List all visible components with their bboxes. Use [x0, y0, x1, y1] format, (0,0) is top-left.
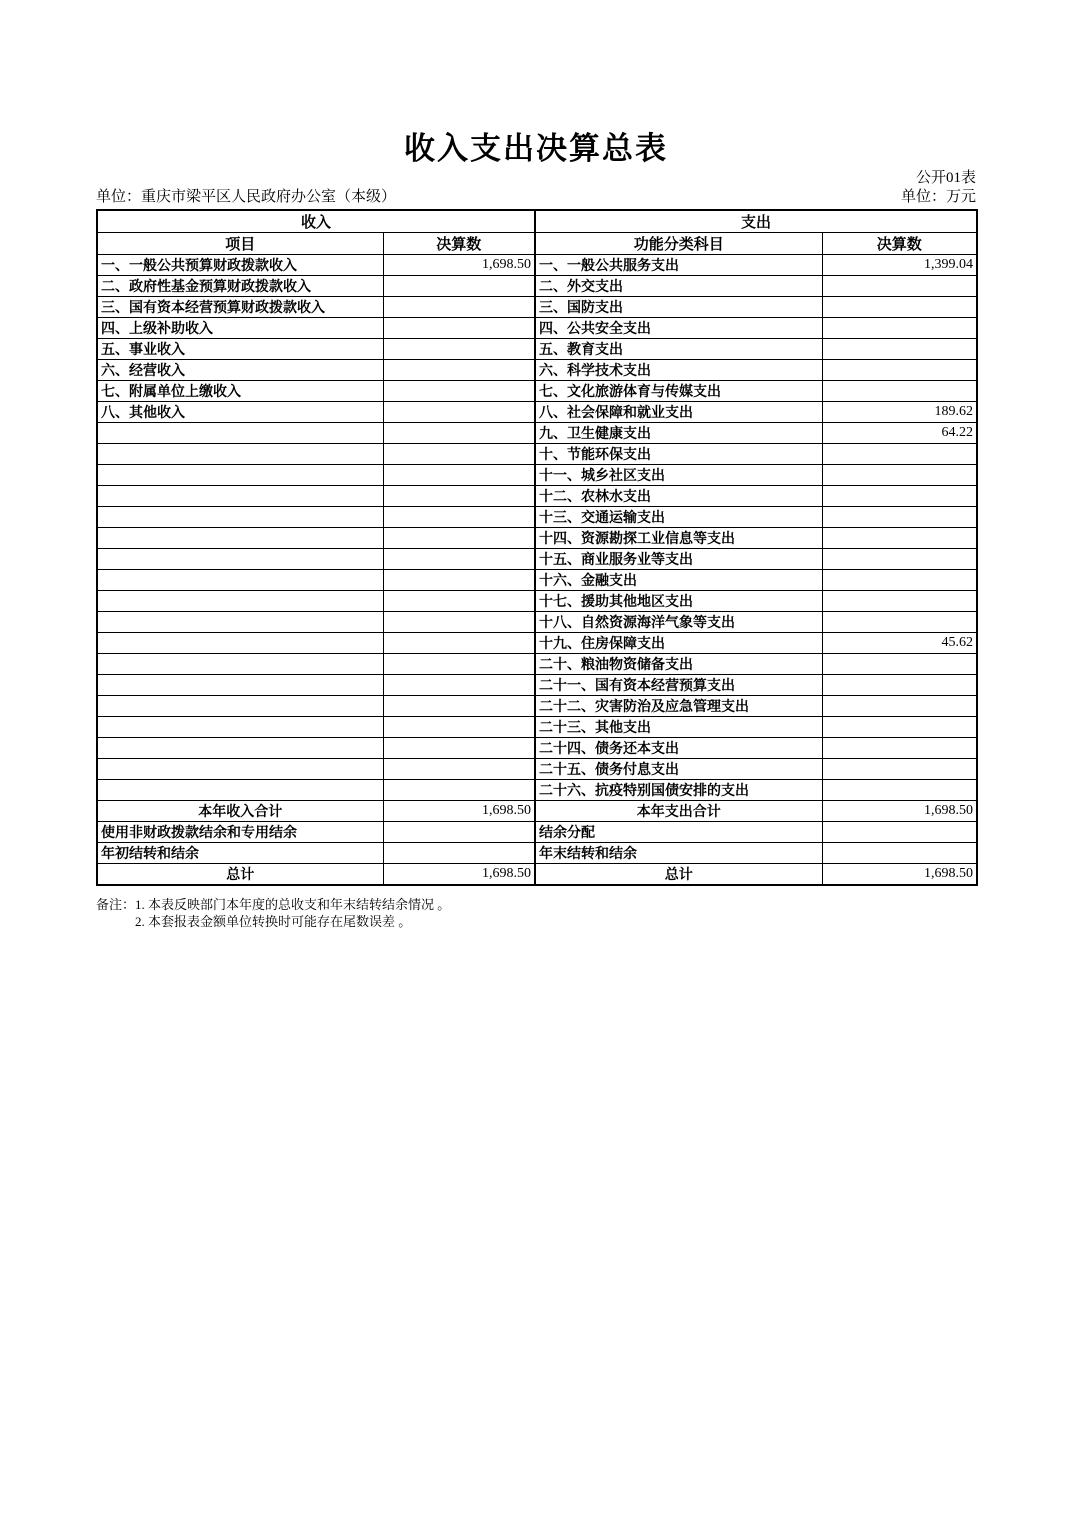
expenditure-item-cell: 二十一、国有资本经营预算支出 [535, 675, 822, 696]
note-line: 1. 本表反映部门本年度的总收支和年末结转结余情况 。 [135, 897, 451, 912]
income-summary-value-cell: 1,698.50 [383, 801, 535, 822]
expenditure-summary-label-cell: 年末结转和结余 [535, 843, 822, 864]
expenditure-value-cell [822, 549, 977, 570]
income-item-cell [97, 717, 383, 738]
income-item-cell [97, 675, 383, 696]
income-value-cell [383, 465, 535, 486]
income-item-cell: 六、经营收入 [97, 360, 383, 381]
income-item-cell [97, 444, 383, 465]
column-header-row [97, 233, 977, 255]
table-row [97, 381, 977, 402]
expenditure-value-cell [822, 654, 977, 675]
expenditure-value-cell: 64.22 [822, 423, 977, 444]
expenditure-item-cell: 二、外交支出 [535, 276, 822, 297]
income-item-cell: 三、国有资本经营预算财政拨款收入 [97, 297, 383, 318]
expenditure-item-cell: 十四、资源勘探工业信息等支出 [535, 528, 822, 549]
table-row [97, 549, 977, 570]
income-item-cell [97, 759, 383, 780]
income-value-cell: 1,698.50 [383, 255, 535, 276]
income-value-cell [383, 633, 535, 654]
report-sheet [96, 0, 976, 930]
table-row [97, 276, 977, 297]
expenditure-value-cell [822, 507, 977, 528]
table-row [97, 696, 977, 717]
income-value-cell [383, 570, 535, 591]
finance-table [96, 209, 978, 886]
table-body [97, 255, 977, 886]
expenditure-item-cell: 二十、粮油物资储备支出 [535, 654, 822, 675]
income-summary-value-cell: 1,698.50 [383, 864, 535, 886]
income-item-cell [97, 654, 383, 675]
table-row [97, 759, 977, 780]
expenditure-item-cell: 十八、自然资源海洋气象等支出 [535, 612, 822, 633]
expenditure-value-cell [822, 717, 977, 738]
expenditure-value-cell [822, 360, 977, 381]
income-value-cell [383, 402, 535, 423]
income-value-cell [383, 717, 535, 738]
income-value-cell [383, 696, 535, 717]
expenditure-item-cell: 一、一般公共服务支出 [535, 255, 822, 276]
income-value-cell [383, 780, 535, 801]
table-row [97, 507, 977, 528]
expenditure-item-cell: 十六、金融支出 [535, 570, 822, 591]
expenditure-value-cell: 45.62 [822, 633, 977, 654]
expenditure-section-header: 支出 [535, 210, 977, 233]
income-item-cell [97, 612, 383, 633]
income-item-cell [97, 549, 383, 570]
income-value-cell [383, 486, 535, 507]
income-item-cell [97, 696, 383, 717]
expenditure-item-cell: 十一、城乡社区支出 [535, 465, 822, 486]
table-row [97, 675, 977, 696]
income-value-cell [383, 507, 535, 528]
expenditure-item-cell: 二十三、其他支出 [535, 717, 822, 738]
income-item-cell [97, 465, 383, 486]
income-summary-value-cell [383, 843, 535, 864]
summary-row [97, 864, 977, 886]
table-row [97, 633, 977, 654]
income-value-cell [383, 612, 535, 633]
expenditure-item-cell: 八、社会保障和就业支出 [535, 402, 822, 423]
expenditure-value-cell [822, 297, 977, 318]
table-row [97, 570, 977, 591]
expenditure-value-cell [822, 696, 977, 717]
notes [96, 896, 976, 930]
expenditure-value-cell [822, 675, 977, 696]
summary-row [97, 843, 977, 864]
income-item-cell: 七、附属单位上缴收入 [97, 381, 383, 402]
income-value-cell [383, 423, 535, 444]
expenditure-item-cell: 四、公共安全支出 [535, 318, 822, 339]
income-item-cell [97, 423, 383, 444]
income-section-header: 收入 [97, 210, 535, 233]
table-row [97, 780, 977, 801]
expenditure-item-cell: 二十六、抗疫特别国债安排的支出 [535, 780, 822, 801]
income-item-cell [97, 507, 383, 528]
col-header-exp-amount: 决算数 [822, 233, 977, 255]
expenditure-item-cell: 十五、商业服务业等支出 [535, 549, 822, 570]
notes-prefix: 备注： [96, 897, 136, 912]
expenditure-value-cell [822, 381, 977, 402]
income-value-cell [383, 339, 535, 360]
table-row [97, 612, 977, 633]
expenditure-item-cell: 二十四、债务还本支出 [535, 738, 822, 759]
expenditure-item-cell: 九、卫生健康支出 [535, 423, 822, 444]
summary-row [97, 822, 977, 843]
income-item-cell [97, 528, 383, 549]
table-head [97, 210, 977, 255]
income-value-cell [383, 276, 535, 297]
income-item-cell [97, 780, 383, 801]
table-row [97, 423, 977, 444]
expenditure-item-cell: 三、国防支出 [535, 297, 822, 318]
note-line: 2. 本套报表金额单位转换时可能存在尾数误差 。 [135, 914, 412, 929]
income-value-cell [383, 591, 535, 612]
income-summary-label-cell: 本年收入合计 [97, 801, 383, 822]
expenditure-item-cell: 二十二、灾害防治及应急管理支出 [535, 696, 822, 717]
income-value-cell [383, 318, 535, 339]
expenditure-value-cell: 189.62 [822, 402, 977, 423]
expenditure-summary-value-cell [822, 822, 977, 843]
table-row [97, 297, 977, 318]
expenditure-summary-label-cell: 结余分配 [535, 822, 822, 843]
expenditure-summary-label-cell: 本年支出合计 [535, 801, 822, 822]
income-value-cell [383, 360, 535, 381]
expenditure-item-cell: 十九、住房保障支出 [535, 633, 822, 654]
income-item-cell [97, 570, 383, 591]
summary-row [97, 801, 977, 822]
expenditure-item-cell: 六、科学技术支出 [535, 360, 822, 381]
income-item-cell: 八、其他收入 [97, 402, 383, 423]
expenditure-value-cell [822, 465, 977, 486]
expenditure-item-cell: 十三、交通运输支出 [535, 507, 822, 528]
income-item-cell: 五、事业收入 [97, 339, 383, 360]
expenditure-value-cell [822, 486, 977, 507]
income-summary-label-cell: 总计 [97, 864, 383, 886]
table-row [97, 591, 977, 612]
expenditure-value-cell [822, 591, 977, 612]
income-value-cell [383, 759, 535, 780]
expenditure-item-cell: 十、节能环保支出 [535, 444, 822, 465]
expenditure-item-cell: 二十五、债务付息支出 [535, 759, 822, 780]
table-row [97, 528, 977, 549]
expenditure-value-cell [822, 339, 977, 360]
income-item-cell: 一、一般公共预算财政拨款收入 [97, 255, 383, 276]
income-value-cell [383, 654, 535, 675]
table-row [97, 255, 977, 276]
income-item-cell [97, 633, 383, 654]
expenditure-item-cell: 七、文化旅游体育与传媒支出 [535, 381, 822, 402]
table-row [97, 318, 977, 339]
expenditure-value-cell [822, 759, 977, 780]
expenditure-summary-value-cell: 1,698.50 [822, 864, 977, 886]
income-value-cell [383, 675, 535, 696]
table-row [97, 444, 977, 465]
unit-name: 单位：重庆市梁平区人民政府办公室（本级） [96, 189, 397, 205]
table-row [97, 486, 977, 507]
income-summary-value-cell [383, 822, 535, 843]
expenditure-value-cell [822, 528, 977, 549]
income-item-cell [97, 738, 383, 759]
col-header-exp-item: 功能分类科目 [535, 233, 822, 255]
table-row [97, 402, 977, 423]
table-code: 公开01表 [915, 170, 976, 186]
income-value-cell [383, 444, 535, 465]
table-row [97, 717, 977, 738]
income-summary-label-cell: 年初结转和结余 [97, 843, 383, 864]
expenditure-item-cell: 十二、农林水支出 [535, 486, 822, 507]
expenditure-value-cell [822, 612, 977, 633]
table-row [97, 339, 977, 360]
expenditure-value-cell [822, 570, 977, 591]
income-value-cell [383, 297, 535, 318]
income-item-cell [97, 591, 383, 612]
notes-items [135, 896, 450, 930]
income-item-cell: 二、政府性基金预算财政拨款收入 [97, 276, 383, 297]
expenditure-summary-value-cell [822, 843, 977, 864]
income-value-cell [383, 549, 535, 570]
expenditure-summary-value-cell: 1,698.50 [822, 801, 977, 822]
expenditure-value-cell [822, 276, 977, 297]
expenditure-value-cell [822, 738, 977, 759]
income-summary-label-cell: 使用非财政拨款结余和专用结余 [97, 822, 383, 843]
income-item-cell [97, 486, 383, 507]
expenditure-summary-label-cell: 总计 [535, 864, 822, 886]
col-header-income-amount: 决算数 [383, 233, 535, 255]
col-header-income-item: 项目 [97, 233, 383, 255]
table-row [97, 465, 977, 486]
page-title: 收入支出决算总表 [404, 131, 668, 166]
section-header-row [97, 210, 977, 233]
table-row [97, 360, 977, 381]
expenditure-value-cell: 1,399.04 [822, 255, 977, 276]
expenditure-value-cell [822, 444, 977, 465]
income-item-cell: 四、上级补助收入 [97, 318, 383, 339]
table-row [97, 738, 977, 759]
currency-unit: 单位：万元 [900, 189, 976, 205]
expenditure-item-cell: 五、教育支出 [535, 339, 822, 360]
meta-row [96, 188, 976, 207]
expenditure-value-cell [822, 780, 977, 801]
income-value-cell [383, 528, 535, 549]
expenditure-value-cell [822, 318, 977, 339]
income-value-cell [383, 381, 535, 402]
income-value-cell [383, 738, 535, 759]
table-row [97, 654, 977, 675]
expenditure-item-cell: 十七、援助其他地区支出 [535, 591, 822, 612]
